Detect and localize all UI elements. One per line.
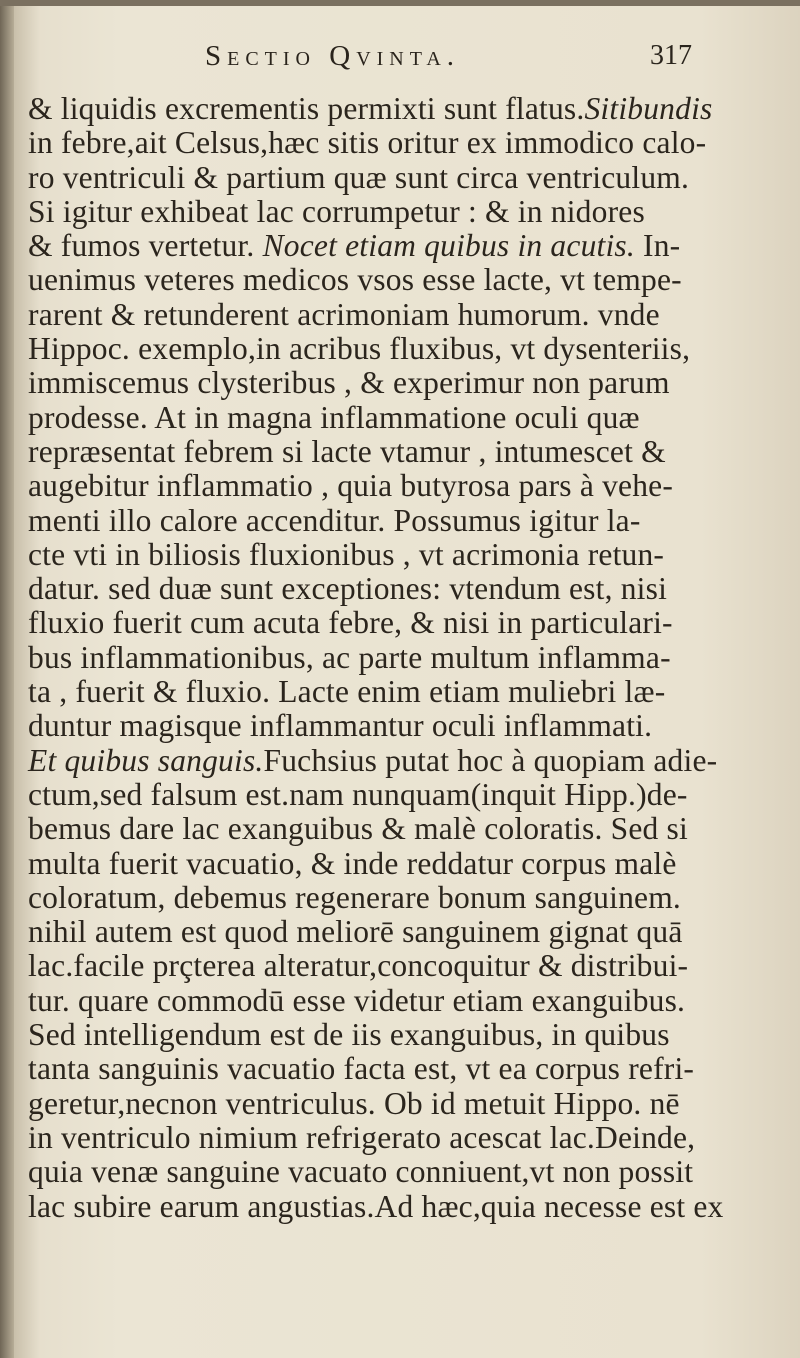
- text-line: Sed intelligendum est de iis exanguibus, in quibus: [28, 1017, 670, 1053]
- text-line: multa fuerit vacuatio, & inde reddatur corpus malè: [28, 845, 677, 881]
- page-top-edge: [0, 0, 800, 6]
- text-line: cte vti in biliosis fluxionibus , vt acrimonia retun-: [28, 536, 665, 572]
- text-line: lac.facile prçterea alteratur,concoquitur & distribui-: [28, 948, 689, 984]
- text-line: ro ventriculi & partium quæ sunt circa ventriculum.: [28, 159, 690, 195]
- text-line: geretur,necnon ventriculus. Ob id metuit Hippo. nē: [28, 1085, 680, 1121]
- text-line: tur. quare commodū esse videtur etiam exanguibus.: [28, 982, 686, 1018]
- text-line: uenimus veteres medicos vsos esse lacte, vt tempe-: [28, 262, 682, 298]
- text-line: tanta sanguinis vacuatio facta est, vt ea corpus refri-: [28, 1051, 695, 1087]
- text-line: & liquidis excrementis permixti sunt flatus.Sitibundis: [28, 91, 713, 126]
- body-text: [28, 92, 790, 1224]
- text-line: duntur magisque inflammantur oculi inflammati.: [28, 708, 653, 744]
- running-head: Sectio Qvinta.: [205, 40, 461, 72]
- text-line: Si igitur exhibeat lac corrumpetur : & in nidores: [28, 193, 645, 229]
- text-line: augebitur inflammatio , quia butyrosa pars à vehe-: [28, 468, 674, 504]
- text-line: & fumos vertetur. Nocet etiam quibus in acutis. In-: [28, 228, 681, 264]
- text-line: datur. sed duæ sunt exceptiones: vtendum est, nisi: [28, 571, 668, 607]
- text-line: quia venæ sanguine vacuato conniuent,vt non possit: [28, 1154, 694, 1190]
- text-line: coloratum, debemus regenerare bonum sanguinem.: [28, 879, 681, 915]
- text-line: Hippoc. exemplo,in acribus fluxibus, vt dysenteriis,: [28, 331, 691, 367]
- text-line: Et quibus sanguis.Fuchsius putat hoc à quopiam adie-: [28, 742, 718, 778]
- text-line: fluxio fuerit cum acuta febre, & nisi in particulari-: [28, 605, 673, 641]
- page-gutter-shadow: [0, 0, 14, 1358]
- text-line: ctum,sed falsum est.nam nunquam(inquit Hipp.)de-: [28, 776, 688, 812]
- text-line: menti illo calore accenditur. Possumus igitur la-: [28, 502, 641, 538]
- text-line: in ventriculo nimium refrigerato acescat lac.Deinde,: [28, 1119, 696, 1155]
- text-line: bemus dare lac exanguibus & malè coloratis. Sed si: [28, 811, 688, 847]
- text-line: in febre,ait Celsus,hæc sitis oritur ex immodico calo-: [28, 125, 707, 161]
- text-line: repræsentat febrem si lacte vtamur , intumescet &: [28, 433, 666, 469]
- text-line: ta , fuerit & fluxio. Lacte enim etiam muliebri læ-: [28, 674, 666, 710]
- text-line: prodesse. At in magna inflammatione oculi quæ: [28, 399, 640, 435]
- page-header: [205, 34, 692, 84]
- text-line: rarent & retunderent acrimoniam humorum. vnde: [28, 296, 660, 332]
- page-number: 317: [650, 40, 692, 71]
- text-line: nihil autem est quod meliorē sanguinem gignat quā: [28, 914, 683, 950]
- text-line: lac subire earum angustias.Ad hæc,quia necesse est ex: [28, 1188, 724, 1224]
- text-line: bus inflammationibus, ac parte multum inflamma-: [28, 639, 671, 675]
- text-line: immiscemus clysteribus , & experimur non parum: [28, 365, 670, 401]
